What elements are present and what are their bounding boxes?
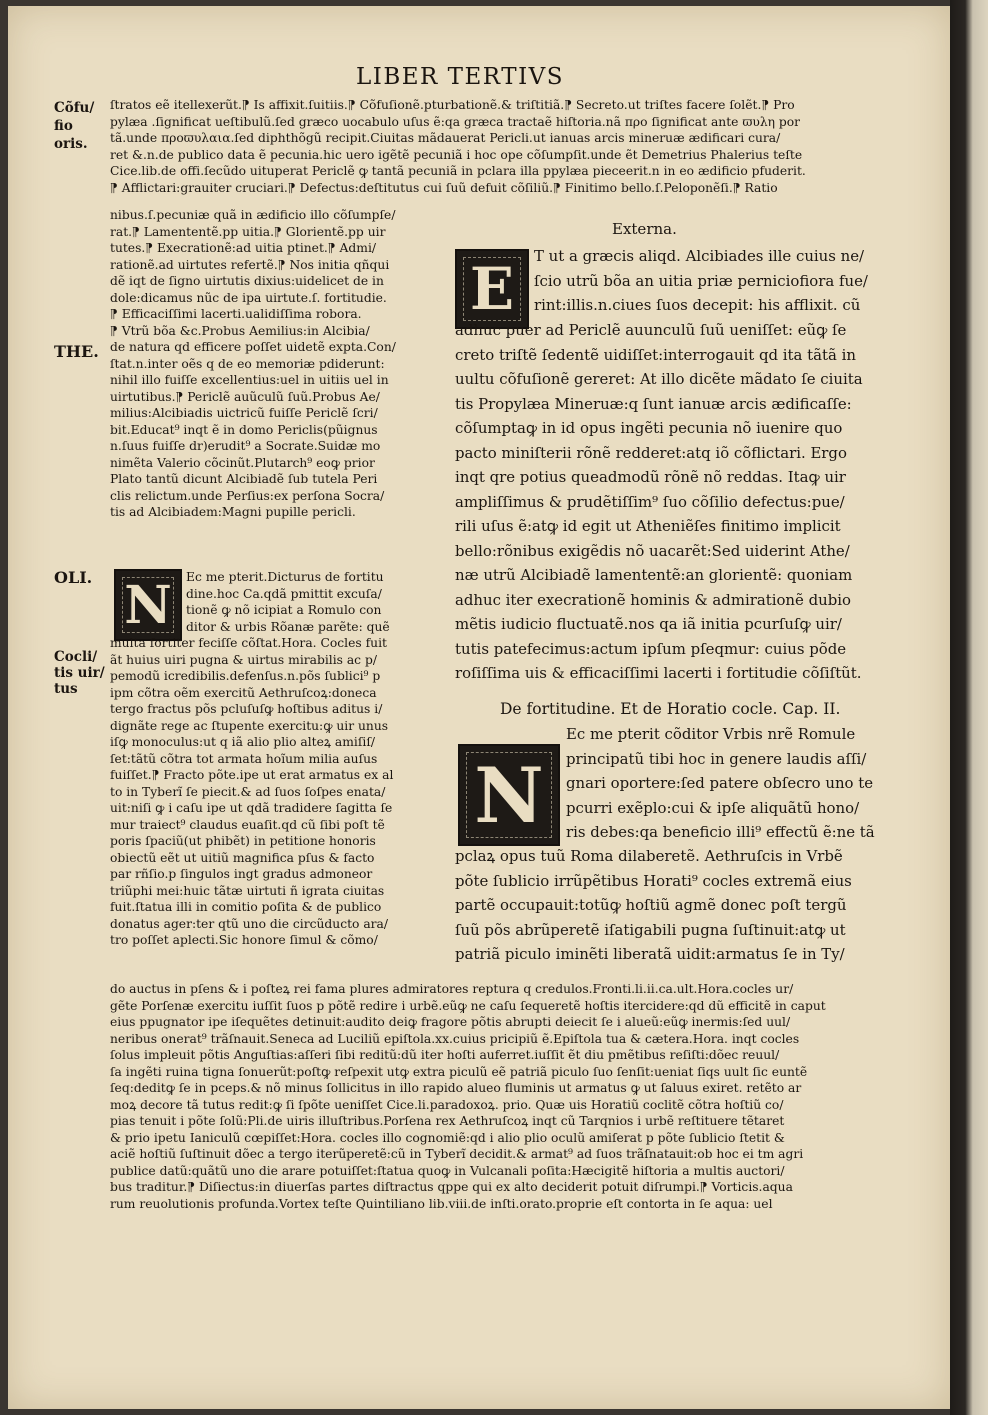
initial-letter: N (124, 574, 172, 636)
text-line: rat.⁋ Lamententẽ.pp uitia.⁋ Glorientẽ.pp uir (110, 224, 386, 239)
text-line: ⁋ Afflictari:grauiter cruciari.⁋ Defectus:deſtitutus cui ſuũ defuit cõſiliũ.⁋ Finitimo bello.ſ.Peloponẽſi.⁋ Ratio (110, 180, 778, 195)
text-line: ⁋ Vtrũ bõa &c.Probus Aemilius:in Alcibia/ (110, 323, 370, 338)
text-line: tutes.⁋ Execrationẽ:ad uitia ptinet.⁋ Admi/ (110, 241, 377, 255)
text-line: tis Propylæa Mineruæ:q ſunt ianuæ arcis ædificaſſe: (455, 394, 852, 413)
text-line: tã.unde προϖυλαια.ſed diphthõgũ recipit.Ciuitas mãdauerat Pericli.ut ianuas arcis mineruæ ædificari cura/ (110, 131, 781, 145)
text-line: rationẽ.ad uirtutes refertẽ.⁋ Nos initia qñqui (110, 257, 390, 272)
text-line: ditor & urbis Rõanæ parẽte: quẽ (186, 619, 390, 634)
text-line: neribus onerat⁹ trãſnauit.Seneca ad Luciliũ epiſtola.xx.cuius pricipiũ ẽ.Epiſtola tua & cætera.Hora. inqt cocles (110, 1031, 800, 1046)
margin-note: oris. (54, 136, 88, 152)
commentary-bottom (110, 981, 910, 1212)
text-line: to in Tyberĩ ſe piecit.& ad ſuos ſoſpes enata/ (110, 784, 386, 799)
text-line: n.ſuus fuiſſe dr)erudit⁹ a Socrate.Suidæ mo (110, 439, 381, 453)
text-line: milius:Alcibiadis uictricũ fuiſſe Periclẽ ſcri/ (110, 406, 378, 420)
text-line: ⁋ Efficaciſſimi lacerti.ualidiſſima robora. (110, 307, 362, 321)
text-line: Cice.lib.de offi.ſecũdo uituperat Periclẽ ꝙ tantã pecuniã in pclara illa ppylæa pieceerit.n in eo ædificio pfuderit. (110, 164, 806, 178)
main-text-2 (455, 844, 913, 967)
text-line: roſiſſima uis & efficaciſſimi lacerti i fortitudie cõſiſtũt. (455, 664, 862, 682)
text-line: uirtutibus.⁋ Periclẽ auũculũ ſuũ.Probus Ae/ (110, 389, 380, 404)
text-line: ãt huius uiri pugna & uirtus mirabilis ac p/ (110, 652, 377, 667)
text-line: principatũ tibi hoc in genere laudis aſſi/ (566, 749, 867, 768)
text-line: uit:niſi ꝙ i caſu ipe ut qdã tradidere ſagitta ſe (110, 801, 393, 815)
text-line: do auctus in pſens & i poſteꝝ rei fama plures admiratores reptura q credulos.Fronti.li.ii.ca.ult.Hora.cocles ur/ (110, 982, 794, 996)
text-line: ampliſſimus & prudẽtiſſim⁹ ſuo cõſilio defectus:pue/ (455, 492, 845, 511)
text-line: ret &.n.de publico data ẽ pecunia.hic uero igẽtẽ pecuniã i hoc ope cõſumpſit.unde ẽt Demetrius Phalerius teſte (110, 147, 803, 162)
text-line: cõſumptaꝙ in id opus ingẽti pecunia nõ iuenire quo (455, 419, 843, 437)
text-line: ſet:tãtũ cõtra tot armata hoĩum milia auſus (110, 751, 378, 766)
book-page (8, 6, 950, 1409)
initial-letter: E (469, 255, 515, 323)
book-gutter-edge (950, 0, 988, 1415)
text-line: tutis patefecimus:actum ipſum pſeqmur: cuius põde (455, 639, 847, 658)
text-line: gẽte Porſenæ exercitu iuſſit ſuos p põtẽ redire i urbẽ.eũꝙ ne caſu ſequeretẽ hoſtis itercidere:qd dũ efficitẽ in caput (110, 998, 826, 1013)
text-line: patriã piculo iminẽti liberatã uidit:armatus ſe in Ty/ (455, 945, 845, 963)
margin-note: Cocli/ (54, 649, 98, 665)
text-line: tro poſſet aplecti.Sic honore ſimul & cõmo/ (110, 933, 378, 947)
text-line: ſa ingẽti ruina tigna ſonuerũt:poſtꝙ reſpexit utꝙ extra piculũ eẽ patriã piculo ſuo ſenſit:ueniat ſiqs uult ſic euntẽ (110, 1064, 808, 1079)
commentary-left-initial-lines (186, 569, 440, 635)
text-line: inqt qre potius queadmodũ rõnẽ nõ reddas. Itaꝙ uir (455, 468, 846, 486)
text-line: bello:rõnibus exigẽdis nõ uacarẽt:Sed uiderint Athe/ (455, 541, 850, 560)
text-line: põte ſublicio irrũpẽtibus Horati⁹ cocles extremã eius (455, 871, 852, 890)
text-line: nimẽta Valerio cõcinũt.Plutarch⁹ eoꝙ prior (110, 455, 375, 470)
section-heading-externa: Externa. (612, 220, 677, 238)
text-line: rum reuolutionis profunda.Vortex teſte Quintiliano lib.viii.de inſti.orato.proprie eſt contorta in ſe aqua: uel (110, 1196, 773, 1211)
text-line: næ utrũ Alcibiadẽ lamententẽ:an glorientẽ: quoniam (455, 566, 853, 584)
text-line: par rñſio.p ſingulos ingt gradus admoneor (110, 867, 373, 881)
margin-note: THE. (54, 342, 99, 361)
text-line: ſeq:deditꝙ ſe in pceps.& nõ minus ſollicitus in illo rapido alueo fluminis ut armatus ꝙ ut ſaluus exiret. retẽto ar (110, 1081, 802, 1095)
text-line: pemodũ icredibilis.defenſus.n.põs ſublici⁹ p (110, 669, 381, 683)
text-line: dine.hoc Ca.qdã pmittit excuſa/ (186, 586, 382, 601)
text-line: dẽ iqt de ſigno uirtutis dixius:uidelicet de in (110, 274, 384, 288)
text-line: mur traiect⁹ claudus euaſit.qd cũ ſibi poſt tẽ (110, 817, 385, 832)
text-line: rint:illis.n.ciues ſuos decepit: his afflixit. cũ (534, 296, 861, 314)
text-line: mẽtis iudicio fluctuatẽ.nos qa iã initia pcurſuſꝙ uir/ (455, 615, 842, 633)
text-line: ipm cõtra oẽm exercitũ Aethruſcoꝝ:doneca (110, 685, 377, 700)
text-line: bit.Educat⁹ inqt ẽ in domo Periclis(pũignus (110, 422, 378, 437)
margin-note: fio (54, 118, 73, 134)
text-line: tionẽ ꝙ nõ icipiat a Romulo con (186, 603, 382, 617)
text-line: publice datũ:quãtũ uno die arare potuiſſet:ſtatua quoꝙ in Vulcanali poſita:Hæcigitẽ hiſtoria a multis auctori/ (110, 1163, 785, 1178)
margin-note: tis uir/ (54, 665, 105, 681)
margin-note: tus (54, 681, 78, 697)
chapter-heading: De fortitudine. Et de Horatio cocle. Cap. II. (500, 700, 841, 718)
text-line: clis relictum.unde Perſius:ex perſona Socra/ (110, 488, 385, 503)
commentary-top (110, 97, 910, 196)
text-line: tis ad Alcibiadem:Magni pupille pericli. (110, 505, 356, 519)
text-line: triũphi mei:huic tãtæ uirtuti ñ igrata ciuitas (110, 883, 385, 898)
commentary-left (110, 207, 440, 521)
text-line: moꝝ decore tã tutus redit:ꝙ ſi ſpõte ueniſſet Cice.li.paradoxoꝝ. prio. Quæ uis Horatiũ coclitẽ cõtra hoſtiũ co/ (110, 1097, 784, 1112)
text-line: T ut a græcis aliqd. Alcibiades ille cuius ne/ (534, 247, 865, 265)
text-line: adhuc puer ad Periclẽ auunculũ ſuũ ueniſſet: eũꝙ ſe (455, 321, 847, 339)
text-line: pacto miniſterii rõnẽ redderet:atq iõ cõflictari. Ergo (455, 443, 847, 462)
text-line: bus traditur.⁋ Diſiectus:in diuerſas partes diſtractus qppe qui ex alto deciderit potuit diſrumpi.⁋ Vorticis.aqua (110, 1180, 793, 1194)
text-line: ſtat.n.inter oẽs q de eo memoriæ pdiderunt: (110, 356, 385, 371)
text-line: donatus ager:ter qtũ uno die circũducto ara/ (110, 916, 389, 931)
text-line: creto triſtẽ ſedentẽ uidiſſet:interrogauit qd ita tãtã in (455, 345, 856, 364)
text-line: dole:dicamus nũc de ipa uirtute.ſ. fortitudie. (110, 290, 387, 305)
text-line: partẽ occupauit:totũꝙ hoſtiũ agmẽ donec poſt tergũ (455, 896, 847, 914)
text-line: fuit.ſtatua illi in comitio poſita & de publico (110, 900, 382, 914)
text-line: ſolus impleuit põtis Anguſtias:aſſeri ſibi reditũ:dũ iter hoſti auferret.iuſſit ẽt diu pmẽtibus reſiſti:dõec reuul/ (110, 1048, 780, 1062)
text-line: ſtratos eẽ itellexerũt.⁋ Is affixit.ſuitiis.⁋ Cõfuſionẽ.pturbationẽ.& triſtitiã.⁋ Secreto.ut triſtes facere ſolẽt.⁋ Pro (110, 98, 795, 112)
main-text-initial-lines (534, 244, 912, 318)
margin-note: Cõfu/ (54, 100, 95, 116)
text-line: poris ſpaciũ(ut phibẽt) in petitione honoris (110, 834, 376, 848)
text-line: pias tenuit i põte ſolũ:Pli.de uiris illuſtribus.Porſena rex Aethruſcoꝝ inqt cũ Tarqnios i urbẽ reſtituere tẽtaret (110, 1114, 785, 1128)
text-line: uultu cõfuſionẽ gereret: At illo dicẽte mãdato ſe ciuita (455, 370, 863, 388)
text-line: & prio ipetu Ianiculũ cœpiſſet:Hora. cocles illo cognomiẽ:qd i alio plio oculũ amiſerat p põte ſublicio ſtetit & (110, 1130, 785, 1145)
main-text (455, 318, 913, 686)
text-line: tergo fractus põs pcluſuſꝙ hoſtibus aditus i/ (110, 702, 383, 716)
text-line: de natura qd efficere poſſet uidetẽ expta.Con/ (110, 340, 396, 354)
text-line: ſuũ põs abrũperetẽ iſatigabili pugna ſuſtinuit:atꝙ ut (455, 920, 846, 939)
text-line: iſꝙ monoculus:ut q iã alio plio alteꝝ amiſiſ/ (110, 735, 376, 749)
commentary-left-2 (110, 635, 440, 949)
text-line: dignãte rege ac ſtupente exercitu:ꝙ uir unus (110, 718, 389, 733)
decorated-initial (455, 249, 529, 329)
text-line: ris debes:qa beneficio illi⁹ effectũ ẽ:ne tã (566, 823, 875, 841)
text-line: aciẽ hoſtiũ ſuſtinuit dõec a tergo iterũperetẽ:cũ in Tyberĩ decidit.& armat⁹ ad ſuos trãſnatauit:ob hoc ei tm agri (110, 1147, 804, 1161)
decorated-initial (458, 744, 560, 846)
initial-letter: N (474, 750, 544, 840)
text-line: rili uſus ẽ:atꝙ id egit ut Atheniẽſes finitimo implicit (455, 517, 841, 535)
text-line: Ec me pterit.Dicturus de fortitu (186, 570, 384, 584)
running-header: LIBER TERTIVS (356, 64, 565, 90)
main-text-initial-lines-2 (566, 722, 914, 845)
text-line: obiectũ eẽt ut uitiũ magnifica pſus & facto (110, 850, 375, 865)
text-line: nihil illo fuiſſe excellentius:uel in uitiis uel in (110, 373, 389, 387)
decorated-initial (114, 569, 182, 641)
text-line: pcurri exẽplo:cui & ipſe aliquãtũ hono/ (566, 798, 860, 817)
text-line: pylæa .ſignificat ueſtibulũ.ſed græco uocabulo uſus ẽ:qa græca tractaẽ hiſtoria.nã προ ſignificat ante ϖυλη por (110, 114, 801, 129)
text-line: multa fortiter feciſſe cõſtat.Hora. Cocles fuit (110, 636, 387, 650)
text-line: gnari oportere:ſed patere obſecro uno te (566, 774, 874, 792)
text-line: Plato tantũ dicunt Alcibiadẽ ſub tutela Peri (110, 472, 378, 486)
text-line: pclaꝝ opus tuũ Roma dilaberetẽ. Aethruſcis in Vrbẽ (455, 847, 843, 865)
text-line: nibus.ſ.pecuniæ quã in ædificio illo cõſumpſe/ (110, 208, 396, 222)
text-line: eius ppugnator ipe iſequẽtes detinuit:audito deiꝙ fragore põtis abrupti deiecit ſe i alueũ:eũꝙ inermis:ſed uul/ (110, 1015, 791, 1029)
margin-note: OLI. (54, 568, 93, 587)
text-line: Ec me pterit cõditor Vrbis nrẽ Romule (566, 725, 856, 743)
text-line: ſcio utrũ bõa an uitia priæ perniciofiora fue/ (534, 271, 868, 290)
text-line: fuiſſet.⁋ Fracto põte.ipe ut erat armatus ex al (110, 768, 394, 782)
text-line: adhuc iter execrationẽ hominis & admirationẽ dubio (455, 590, 851, 609)
